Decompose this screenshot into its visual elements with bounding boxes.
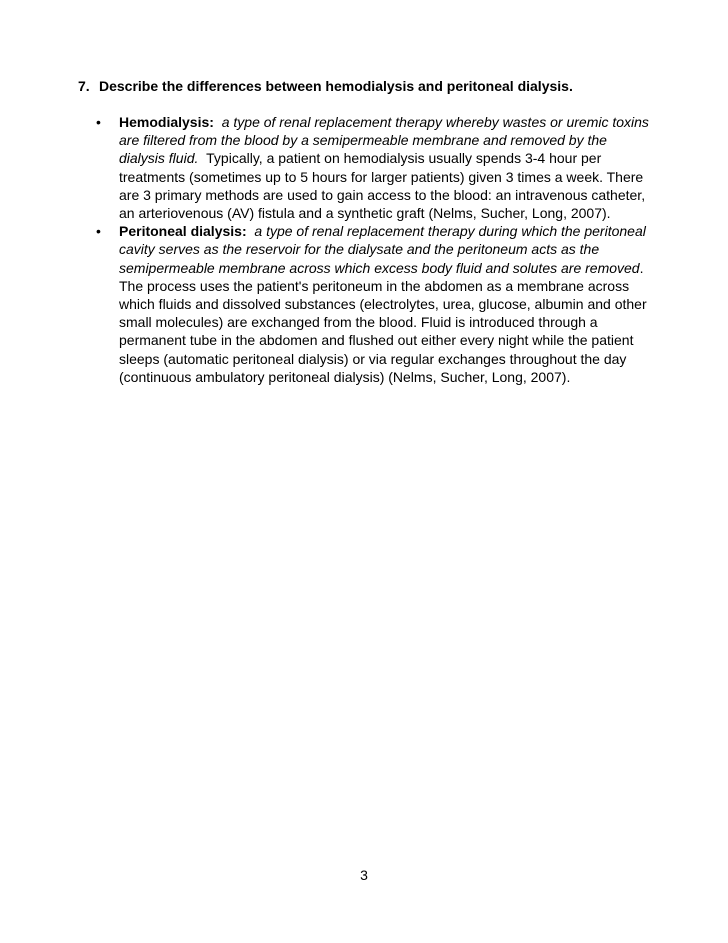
body-hemodialysis: Typically, a patient on hemodialysis usually spends 3-4 hour per treatments (sometimes up to 5 hours for larger patients) given 3 times a week. There are 3 primary methods are used to gain access to the blood: an intravenous catheter, an arteriovenous (AV) fistula and a synthetic graft (Nelms, Sucher, Long, 2007).	[119, 150, 646, 222]
body-peritoneal-dialysis: . The process uses the patient's peritoneum in the abdomen as a membrane across which fluids and dissolved substances (electrolytes, urea, glucose, albumin and other small molecules) are exchanged from the blood. Fluid is introduced through a permanent tube in the abdomen and flushed out either every night while the patient sleeps (automatic peritoneal dialysis) or via regular exchanges throughout the day (continuous ambulatory peritoneal dialysis) (Nelms, Sucher, Long, 2007).	[119, 259, 647, 385]
page-number: 3	[360, 867, 368, 883]
definition-peritoneal-dialysis: a type of renal replacement therapy during which the peritoneal cavity serves as the reservoir for the dialysate and the peritoneum acts as the semipermeable membrane across which excess body fluid and solutes are removed	[119, 223, 646, 276]
definition-hemodialysis: a type of renal replacement therapy whereby wastes or uremic toxins are filtered from the blood by a semipermeable membrane and removed by the dialysis fluid.	[119, 114, 649, 167]
question-text: Describe the differences between hemodialysis and peritoneal dialysis.	[99, 78, 573, 94]
list-item-peritoneal-dialysis	[96, 222, 656, 386]
question-heading	[78, 77, 678, 95]
bullet-icon: •	[96, 114, 101, 130]
term-peritoneal-dialysis: Peritoneal dialysis:	[119, 223, 247, 240]
question-number: 7.	[78, 78, 90, 94]
list-item-hemodialysis	[96, 113, 656, 222]
bullet-icon: •	[96, 223, 101, 240]
answer-list	[96, 113, 656, 386]
term-hemodialysis: Hemodialysis:	[119, 114, 214, 130]
